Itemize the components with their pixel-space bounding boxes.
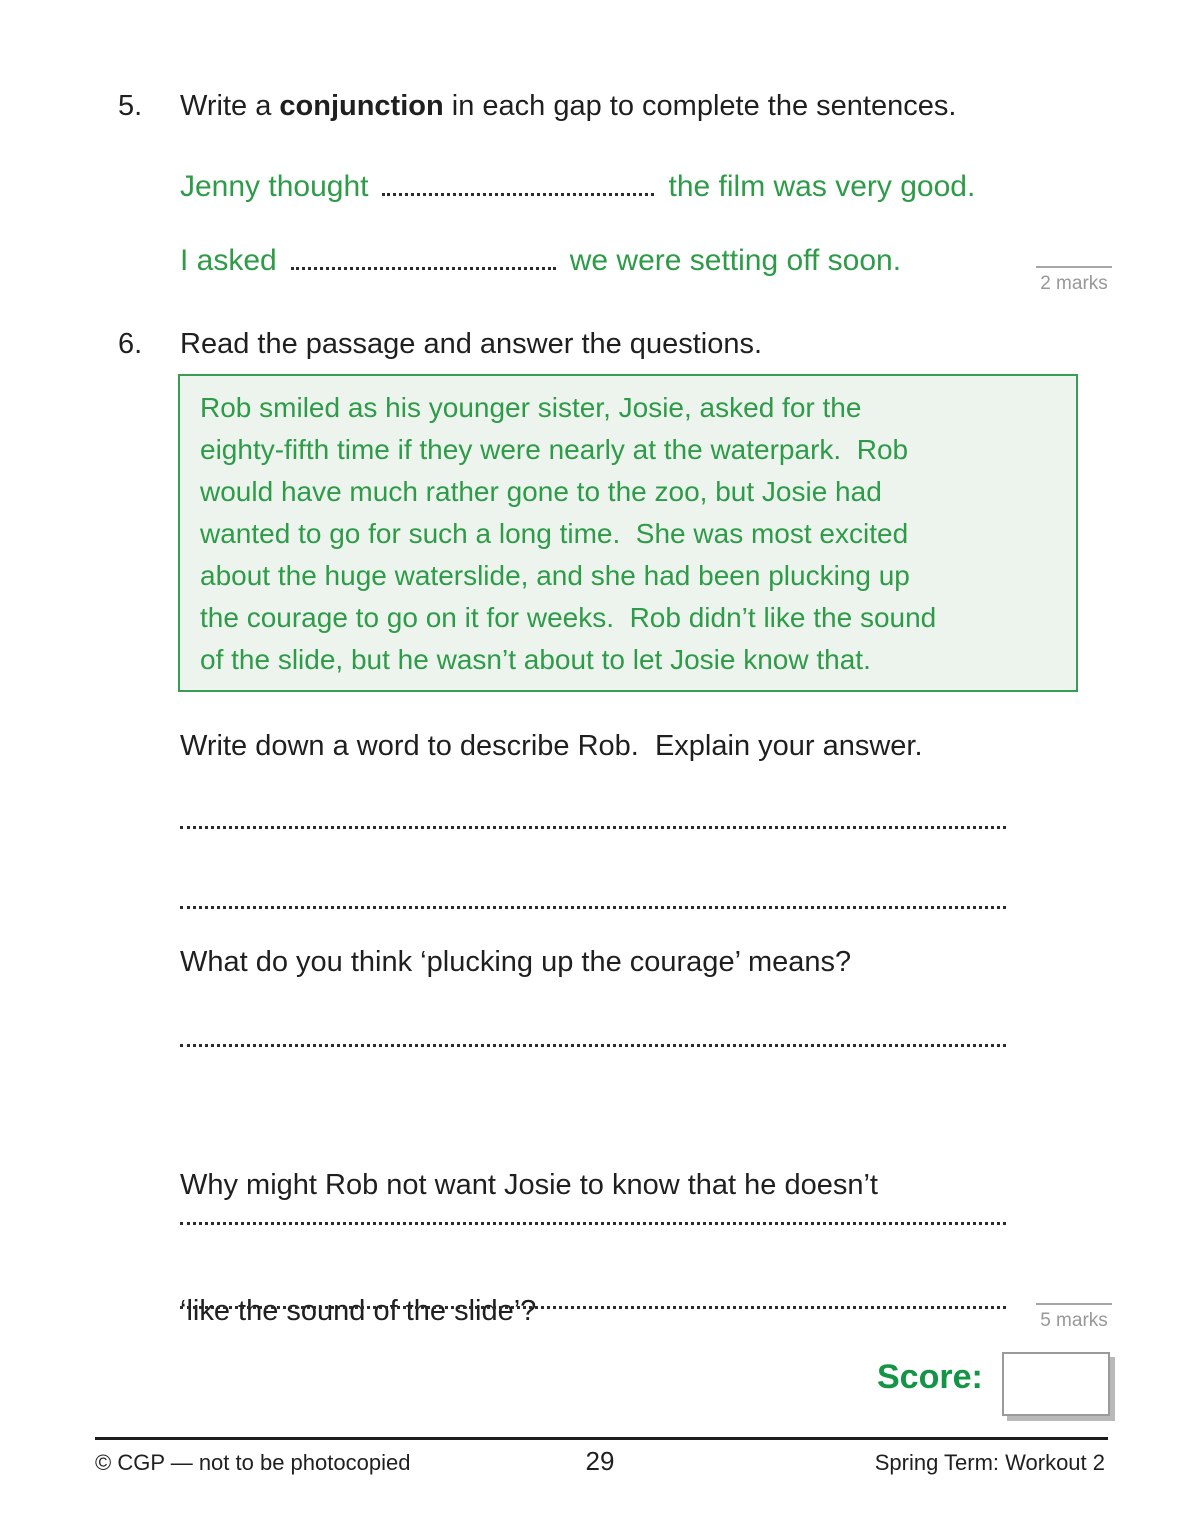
question-5-number: 5. xyxy=(118,90,143,122)
sub-question-3-line2: ‘like the sound of the slide’? xyxy=(180,1295,537,1327)
passage-line: eighty-fifth time if they were nearly at the waterpark. Rob xyxy=(200,434,909,465)
answer-line-1[interactable] xyxy=(180,826,1006,829)
fill-sentence-1-post: the film was very good. xyxy=(668,170,976,203)
passage-line: would have much rather gone to the zoo, but Josie had xyxy=(200,476,882,507)
question-5-prompt-bold: conjunction xyxy=(279,90,444,122)
footer-copyright: © CGP — not to be photocopied xyxy=(95,1450,411,1475)
question-6-prompt: Read the passage and answer the questions. xyxy=(180,328,763,360)
answer-line-2[interactable] xyxy=(180,906,1006,909)
fill-sentence-2-post: we were setting off soon. xyxy=(569,244,902,277)
sub-question-3 xyxy=(180,1080,878,1374)
score-box[interactable] xyxy=(1002,1352,1110,1416)
question-5-prompt xyxy=(180,88,956,124)
passage-line: about the huge waterslide, and she had been plucking up xyxy=(200,560,910,591)
marks-label-q6: 5 marks xyxy=(1036,1303,1112,1332)
answer-line-5[interactable] xyxy=(180,1306,1006,1309)
fill-sentence-1-pre: Jenny thought xyxy=(180,170,369,203)
question-6-number: 6. xyxy=(118,328,143,360)
passage-line: of the slide, but he wasn’t about to let Josie know that. xyxy=(200,644,871,675)
fill-sentence-1 xyxy=(180,170,975,204)
footer-edition: Spring Term: Workout 2 xyxy=(874,1450,1105,1475)
passage-line: Rob smiled as his younger sister, Josie, asked for the xyxy=(200,392,862,423)
passage-line: wanted to go for such a long time. She was most excited xyxy=(200,518,909,549)
conjunction-gap-1[interactable] xyxy=(382,180,654,197)
passage-line: the courage to go on it for weeks. Rob didn’t like the sound xyxy=(200,602,937,633)
sub-question-2: What do you think ‘plucking up the courage’ means? xyxy=(180,946,852,978)
score-label: Score: xyxy=(877,1358,983,1396)
fill-sentence-2-pre: I asked xyxy=(180,244,277,277)
answer-line-3[interactable] xyxy=(180,1044,1006,1047)
question-5-prompt-post: in each gap to complete the sentences. xyxy=(443,90,957,122)
sub-question-3-line1: Why might Rob not want Josie to know that he doesn’t xyxy=(180,1169,878,1201)
sub-question-1: Write down a word to describe Rob. Explain your answer. xyxy=(180,730,923,762)
conjunction-gap-2[interactable] xyxy=(291,254,556,271)
answer-line-4[interactable] xyxy=(180,1222,1006,1225)
question-6 xyxy=(118,326,1118,362)
passage-box xyxy=(178,374,1078,692)
fill-sentence-2 xyxy=(180,244,901,278)
question-5-prompt-pre: Write a xyxy=(180,90,280,122)
question-5 xyxy=(118,88,1118,124)
marks-label-q5: 2 marks xyxy=(1036,266,1112,295)
footer-rule xyxy=(95,1437,1108,1440)
page-number: 29 xyxy=(585,1446,615,1476)
